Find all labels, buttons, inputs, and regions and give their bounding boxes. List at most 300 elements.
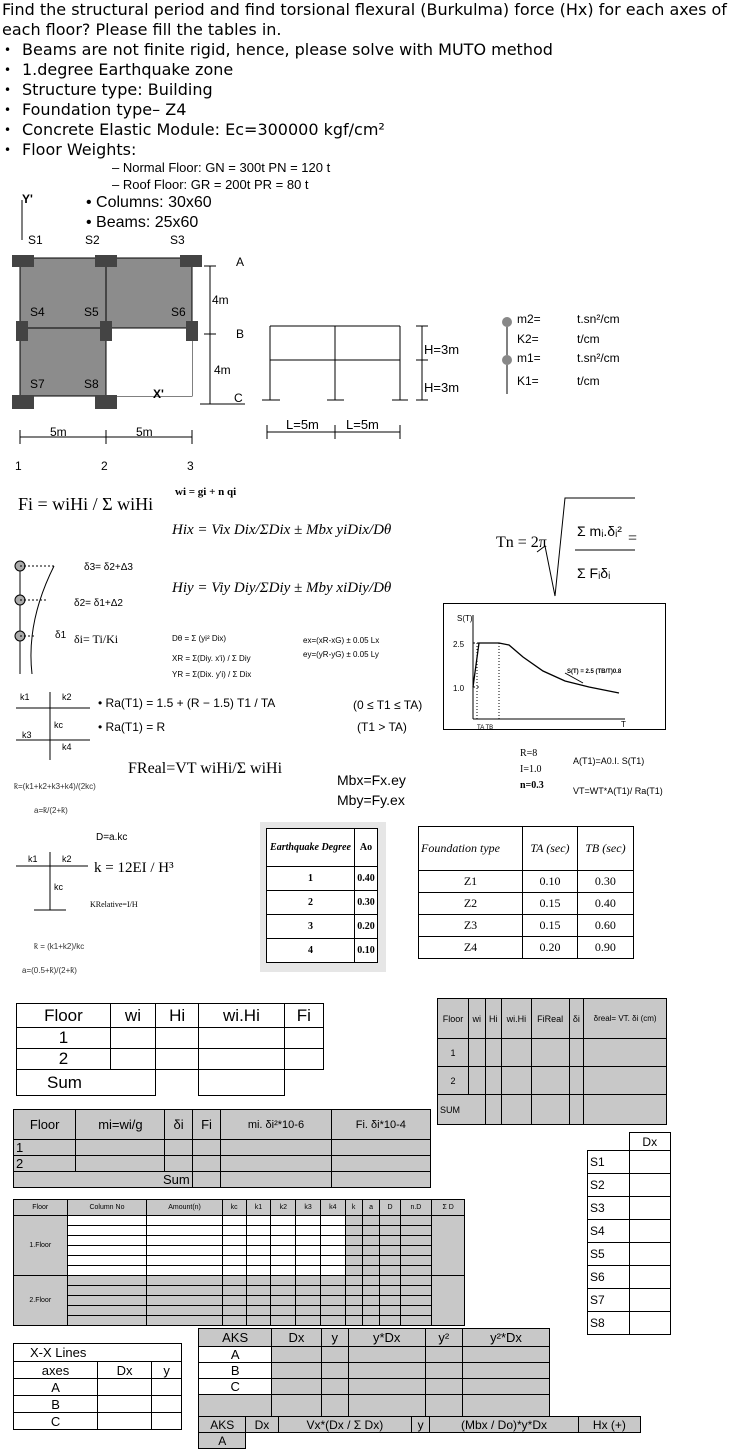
table-cell[interactable] [110,1028,155,1049]
table-cell[interactable] [501,1067,531,1095]
table-cell: 1 [438,1039,469,1067]
table-cell[interactable] [272,1363,321,1379]
table-cell[interactable] [320,1216,345,1226]
label-s4: S4 [30,305,45,319]
table-cell[interactable] [380,1316,400,1326]
label-s3: S3 [170,233,185,247]
column-s7 [12,395,34,409]
column-s5 [100,321,112,341]
table-cell[interactable] [531,1039,569,1067]
table-cell: 1 [17,1028,111,1049]
table-cell[interactable] [199,1070,285,1096]
label-s6: S6 [171,305,186,319]
table-cell[interactable] [192,1156,221,1172]
table-cell[interactable] [272,1347,321,1363]
table-cell[interactable] [246,1216,271,1226]
di-formula: δi= Ti/Ki [74,632,119,646]
table-cell[interactable] [321,1379,348,1395]
table-cell[interactable] [147,1316,222,1326]
table-cell[interactable] [199,1049,285,1070]
table-cell[interactable] [321,1347,348,1363]
table-cell[interactable] [400,1286,432,1296]
table-cell[interactable] [380,1246,400,1256]
table-cell[interactable] [192,1172,221,1188]
table-cell[interactable] [380,1226,400,1236]
table-cell[interactable] [463,1347,550,1363]
table-row [588,1151,671,1174]
table-cell[interactable] [296,1256,321,1266]
table-cell: δi [165,1110,192,1140]
table-cell[interactable] [400,1316,432,1326]
table-cell[interactable] [147,1306,222,1316]
label-s5: S5 [84,305,99,319]
table-cell: 0.60 [577,915,633,937]
table-cell: A [199,1433,246,1449]
table-cell: δi [569,999,584,1039]
table-cell[interactable] [165,1140,192,1156]
table-cell[interactable] [147,1296,222,1306]
table-cell[interactable] [246,1256,271,1266]
table-cell: kc [222,1200,246,1216]
table-cell: 0.15 [523,915,578,937]
table-cell: 1 [14,1140,76,1156]
table-cell[interactable] [199,1395,272,1419]
table-cell[interactable] [362,1266,380,1276]
table-cell: Dx [98,1362,152,1379]
normal-floor-weight: – Normal Floor: GN = 300t PN = 120 t [112,160,331,175]
table-cell[interactable] [222,1216,246,1226]
floor-plan [0,188,250,473]
table-cell[interactable] [331,1140,430,1156]
table-row [17,1028,324,1049]
table-cell[interactable] [76,1140,165,1156]
table-cell: Z3 [419,915,523,937]
table-cell[interactable] [425,1379,462,1395]
table-cell[interactable] [67,1266,147,1276]
table-cell[interactable] [284,1028,323,1049]
table-cell[interactable] [345,1296,362,1306]
table-cell[interactable] [320,1226,345,1236]
table-cell[interactable] [156,1049,199,1070]
table-cell[interactable] [345,1216,362,1226]
muto-table [13,1199,465,1326]
muto-interior-node-sketch [12,688,92,768]
table-cell: wi.Hi [501,999,531,1039]
spectrum-chart [443,603,667,731]
table-cell[interactable] [296,1236,321,1246]
table-cell[interactable] [320,1286,345,1296]
columns-spec: • Columns: 30x60 [86,194,212,211]
table-cell[interactable] [345,1246,362,1256]
table-cell[interactable] [362,1256,380,1266]
table-cell[interactable] [320,1296,345,1306]
table-cell: Dx [272,1329,321,1347]
table-cell[interactable] [463,1363,550,1379]
table-cell[interactable] [296,1266,321,1276]
span-y-1: 4m [212,293,229,307]
svg-text:t/cm: t/cm [577,332,600,346]
table-cell[interactable] [271,1296,296,1306]
table-row [14,1396,182,1413]
mass-2 [502,317,512,327]
table-cell[interactable] [400,1276,432,1286]
table-cell[interactable] [67,1306,147,1316]
span-right: L=5m [346,417,379,432]
table-row [588,1174,671,1197]
table-cell[interactable] [296,1286,321,1296]
table-cell[interactable] [222,1316,246,1326]
svg-text:k1: k1 [20,692,30,702]
table-row [199,1363,550,1379]
table-cell[interactable] [380,1306,400,1316]
table-cell[interactable] [272,1395,321,1419]
table-cell[interactable] [246,1433,278,1449]
table-row [438,999,667,1039]
table-cell[interactable] [432,1276,465,1326]
table-row [438,1067,667,1095]
table-cell[interactable] [629,1220,670,1243]
table-cell[interactable] [221,1172,331,1188]
table-cell: Hi [485,999,501,1039]
table-cell[interactable] [531,1095,569,1125]
table-cell[interactable] [246,1306,271,1316]
problem-statement [2,0,737,160]
table-cell[interactable] [469,1067,485,1095]
table-cell[interactable] [629,1151,670,1174]
table-cell[interactable] [362,1246,380,1256]
table-cell[interactable] [192,1140,221,1156]
table-cell[interactable] [246,1226,271,1236]
table-row [199,1347,550,1363]
table-cell: TB (sec) [577,827,633,871]
table-cell[interactable] [345,1306,362,1316]
table-cell[interactable] [222,1226,246,1236]
table-cell[interactable] [320,1306,345,1316]
frame-elevation [262,318,477,448]
table-cell[interactable] [463,1395,550,1419]
table-row [588,1220,671,1243]
axis-2-label: 2 [101,459,108,473]
table-cell[interactable] [271,1256,296,1266]
table-cell: y [321,1329,348,1347]
label-s7: S7 [30,377,45,391]
table-cell: δreal= VT. δi (cm) [584,999,667,1039]
table-cell[interactable] [67,1216,147,1226]
table-cell[interactable] [246,1296,271,1306]
table-cell[interactable] [147,1266,222,1276]
table-cell: S4 [588,1220,630,1243]
table-cell[interactable] [222,1256,246,1266]
table-cell[interactable] [320,1236,345,1246]
table-cell[interactable] [271,1286,296,1296]
table-row [588,1289,671,1312]
hix-formula: Hix = Vix Dix/ΣDix ± Mbx yiDix/Dθ [172,522,392,538]
table-cell[interactable] [147,1256,222,1266]
table-cell[interactable] [284,1049,323,1070]
table-cell[interactable] [67,1236,147,1246]
table-cell[interactable] [296,1216,321,1226]
table-row [438,1039,667,1067]
table-cell[interactable] [165,1156,192,1172]
table-cell: Dx [629,1133,670,1151]
table-cell[interactable] [246,1266,271,1276]
table-cell[interactable] [296,1276,321,1286]
table-cell[interactable] [629,1174,670,1197]
table-cell[interactable] [278,1433,412,1449]
table-cell[interactable] [584,1039,667,1067]
table-cell: wi [110,1004,155,1028]
table-cell[interactable] [271,1316,296,1326]
table-cell[interactable] [348,1363,425,1379]
table-cell[interactable] [362,1296,380,1306]
table-cell[interactable] [345,1286,362,1296]
table-cell[interactable] [400,1296,432,1306]
table-cell: 0.90 [577,937,633,959]
table-cell[interactable] [147,1236,222,1246]
table-cell[interactable] [380,1266,400,1276]
svg-text:k2: k2 [62,692,72,702]
table-row [14,1110,431,1140]
table-cell[interactable] [246,1316,271,1326]
table-cell[interactable] [246,1236,271,1246]
table-cell[interactable] [147,1226,222,1236]
table-cell[interactable] [296,1246,321,1256]
table-cell[interactable] [348,1379,425,1395]
table-cell[interactable] [246,1276,271,1286]
svg-text:2.5: 2.5 [453,640,465,649]
table-cell[interactable] [430,1433,579,1449]
table-cell[interactable] [221,1156,331,1172]
table-cell[interactable] [320,1246,345,1256]
table-cell[interactable] [320,1276,345,1286]
table-cell[interactable] [147,1216,222,1226]
table-cell[interactable] [380,1216,400,1226]
table-cell[interactable] [147,1246,222,1256]
table-cell[interactable] [400,1256,432,1266]
table-cell[interactable] [222,1296,246,1306]
table-cell: k [345,1200,362,1216]
table-cell: 1.Floor [14,1216,68,1276]
table-cell[interactable] [485,1067,501,1095]
table-row [14,1379,182,1396]
table-row [14,1216,465,1226]
table-cell[interactable] [400,1226,432,1236]
table-cell[interactable] [199,1028,285,1049]
table-cell[interactable] [331,1156,430,1172]
table-cell[interactable] [345,1256,362,1266]
svg-text:kc: kc [54,720,63,730]
table-cell[interactable] [152,1413,182,1430]
table-cell[interactable] [362,1316,380,1326]
table-cell[interactable] [272,1379,321,1395]
table-cell[interactable] [629,1197,670,1220]
table-cell: TA (sec) [523,827,578,871]
table-cell[interactable] [380,1276,400,1286]
table-cell[interactable] [400,1306,432,1316]
table-cell[interactable] [629,1243,670,1266]
tn-formula: Tn = 2π [496,534,547,551]
table-cell[interactable] [531,1067,569,1095]
table-cell[interactable] [345,1236,362,1246]
table-cell[interactable] [271,1216,296,1226]
table-cell[interactable] [584,1095,667,1125]
table-cell[interactable] [246,1246,271,1256]
table-cell: AKS [199,1329,272,1347]
table-row [14,1236,465,1246]
table-cell[interactable] [362,1286,380,1296]
mass-1 [502,355,512,365]
table-cell[interactable] [569,1039,584,1067]
table-cell[interactable] [321,1395,348,1419]
table-cell[interactable] [345,1276,362,1286]
table-cell[interactable] [284,1070,323,1096]
table-row [267,867,378,891]
table-cell[interactable] [380,1286,400,1296]
table-cell[interactable] [296,1296,321,1306]
table-cell[interactable] [296,1306,321,1316]
freal-table [437,998,667,1125]
table-cell[interactable] [345,1226,362,1236]
table-cell[interactable] [156,1070,199,1096]
table-cell[interactable] [152,1379,182,1396]
table-row [14,1344,182,1362]
table-cell[interactable] [629,1289,670,1312]
table-cell[interactable] [98,1396,152,1413]
freal-formula: FReal=VT wiHi/Σ wiHi [128,760,283,777]
span-x-1: 5m [50,425,67,439]
table-cell: wi [469,999,485,1039]
table-cell[interactable] [380,1236,400,1246]
table-cell[interactable] [380,1296,400,1306]
table-cell[interactable] [629,1266,670,1289]
table-cell: 2 [14,1156,76,1172]
table-cell: S7 [588,1289,630,1312]
table-cell[interactable] [362,1226,380,1236]
table-cell[interactable] [67,1296,147,1306]
table-cell[interactable] [432,1216,465,1276]
table-cell[interactable] [425,1347,462,1363]
table-cell[interactable] [222,1236,246,1246]
table-cell[interactable] [320,1256,345,1266]
table-cell[interactable] [156,1028,199,1049]
column-s1 [12,255,34,267]
table-cell[interactable] [569,1067,584,1095]
table-cell[interactable] [67,1256,147,1266]
table-cell[interactable] [425,1363,462,1379]
table-cell[interactable] [584,1067,667,1095]
table-cell[interactable] [67,1316,147,1326]
table-cell[interactable] [463,1379,550,1395]
table-cell[interactable] [296,1226,321,1236]
table-cell: Fi [284,1004,323,1028]
table-cell[interactable] [362,1216,380,1226]
table-cell[interactable] [380,1256,400,1266]
table-cell[interactable] [400,1236,432,1246]
table-row [17,1070,324,1096]
table-cell[interactable] [345,1316,362,1326]
table-cell[interactable] [152,1396,182,1413]
table-cell[interactable] [469,1039,485,1067]
table-cell[interactable] [320,1316,345,1326]
table-cell[interactable] [246,1286,271,1296]
table-cell: y² [425,1329,462,1347]
table-cell[interactable] [98,1379,152,1396]
table-cell[interactable] [629,1312,670,1335]
table-cell[interactable] [345,1266,362,1276]
table-cell[interactable] [222,1306,246,1316]
table-cell[interactable] [98,1413,152,1430]
table-cell[interactable] [425,1395,462,1419]
table-row [588,1266,671,1289]
table-cell[interactable] [331,1172,430,1188]
table-cell[interactable] [76,1156,165,1172]
table-cell[interactable] [67,1226,147,1236]
table-cell[interactable] [501,1039,531,1067]
table-cell[interactable] [271,1266,296,1276]
table-cell[interactable] [67,1286,147,1296]
table-cell: S5 [588,1243,630,1266]
table-cell: 0.10 [523,871,578,893]
table-cell[interactable] [147,1276,222,1286]
table-cell[interactable] [222,1286,246,1296]
table-cell[interactable] [222,1266,246,1276]
table-cell[interactable] [321,1363,348,1379]
table-cell[interactable] [147,1286,222,1296]
x-axis-label: X' [153,387,164,401]
table-cell[interactable] [501,1095,531,1125]
table-cell[interactable] [362,1306,380,1316]
column-s3 [180,255,202,267]
axis-1-label: 1 [15,459,22,473]
column-s6 [186,321,198,341]
table-cell[interactable] [271,1306,296,1316]
table-cell[interactable] [362,1276,380,1286]
table-cell: Z2 [419,893,523,915]
table-cell[interactable] [400,1266,432,1276]
table-cell[interactable] [400,1246,432,1256]
table-cell[interactable] [221,1140,331,1156]
column-s2 [95,255,117,267]
table-cell[interactable] [271,1276,296,1286]
table-cell[interactable] [222,1276,246,1286]
table-cell: y*Dx [348,1329,425,1347]
table-cell[interactable] [271,1226,296,1236]
table-cell[interactable] [222,1246,246,1256]
table-cell: S3 [588,1197,630,1220]
table-cell[interactable] [296,1316,321,1326]
table-cell[interactable] [110,1049,155,1070]
table-cell[interactable] [320,1266,345,1276]
table-cell: Fi. δi*10-4 [331,1110,430,1140]
table-cell[interactable] [67,1246,147,1256]
table-cell[interactable] [588,1133,630,1151]
table-cell[interactable] [348,1395,425,1419]
table-cell[interactable] [348,1347,425,1363]
table-cell[interactable] [67,1276,147,1286]
table-cell[interactable] [400,1216,432,1226]
table-cell[interactable] [485,1039,501,1067]
table-cell[interactable] [271,1246,296,1256]
table-cell[interactable] [578,1433,640,1449]
table-cell[interactable] [412,1433,430,1449]
table-cell[interactable] [485,1095,501,1125]
table-cell[interactable] [569,1095,584,1125]
table-cell: y [412,1417,430,1433]
table-cell[interactable] [271,1236,296,1246]
table-cell: k4 [320,1200,345,1216]
table-cell: Floor [438,999,469,1039]
table-cell[interactable] [362,1236,380,1246]
